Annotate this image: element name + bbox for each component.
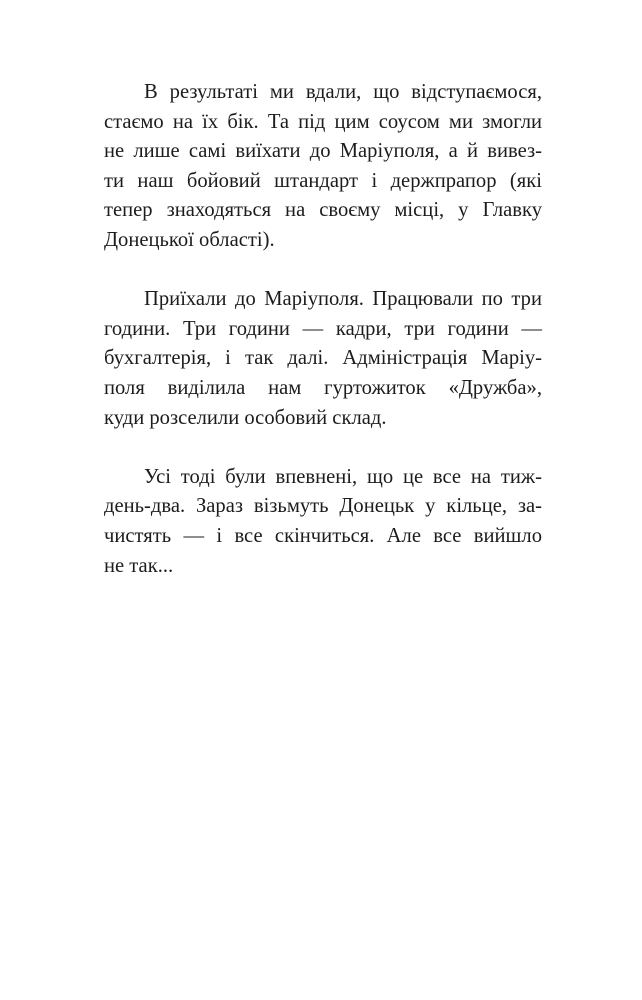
paragraph-2 xyxy=(104,285,542,433)
paragraph-1 xyxy=(104,78,542,256)
text-line: день-два. Зараз візьмуть Донецьк у кільце, за- xyxy=(104,495,542,518)
paragraph-3 xyxy=(104,463,542,581)
text-line: В результаті ми вдали, що відступаємося, xyxy=(144,81,542,103)
text-line: Донецької області). xyxy=(104,228,275,251)
text-line: поля виділила нам гуртожиток «Дружба», xyxy=(104,376,542,399)
text-line: ти наш бойовий штандарт і держпрапор (які xyxy=(104,169,542,192)
text-line: куди розселили особовий склад. xyxy=(104,406,387,429)
body-text xyxy=(104,78,542,611)
text-line: не лише самі виїхати до Маріуполя, а й вивез- xyxy=(104,140,542,163)
text-line: години. Три години — кадри, три години — xyxy=(104,317,542,340)
text-line: не так... xyxy=(104,554,174,577)
text-line: бухгалтерія, і так далі. Адміністрація Маріу- xyxy=(104,347,542,370)
text-line: стаємо на їх бік. Та під цим соусом ми змогли xyxy=(104,110,542,133)
text-line: тепер знаходяться на своєму місці, у Главку xyxy=(104,199,542,222)
text-line: Приїхали до Маріуполя. Працювали по три xyxy=(144,288,542,311)
text-line: чистять — і все скінчиться. Але все вийшло xyxy=(104,524,542,547)
text-line: Усі тоді були впевнені, що це все на тиж- xyxy=(144,465,542,488)
